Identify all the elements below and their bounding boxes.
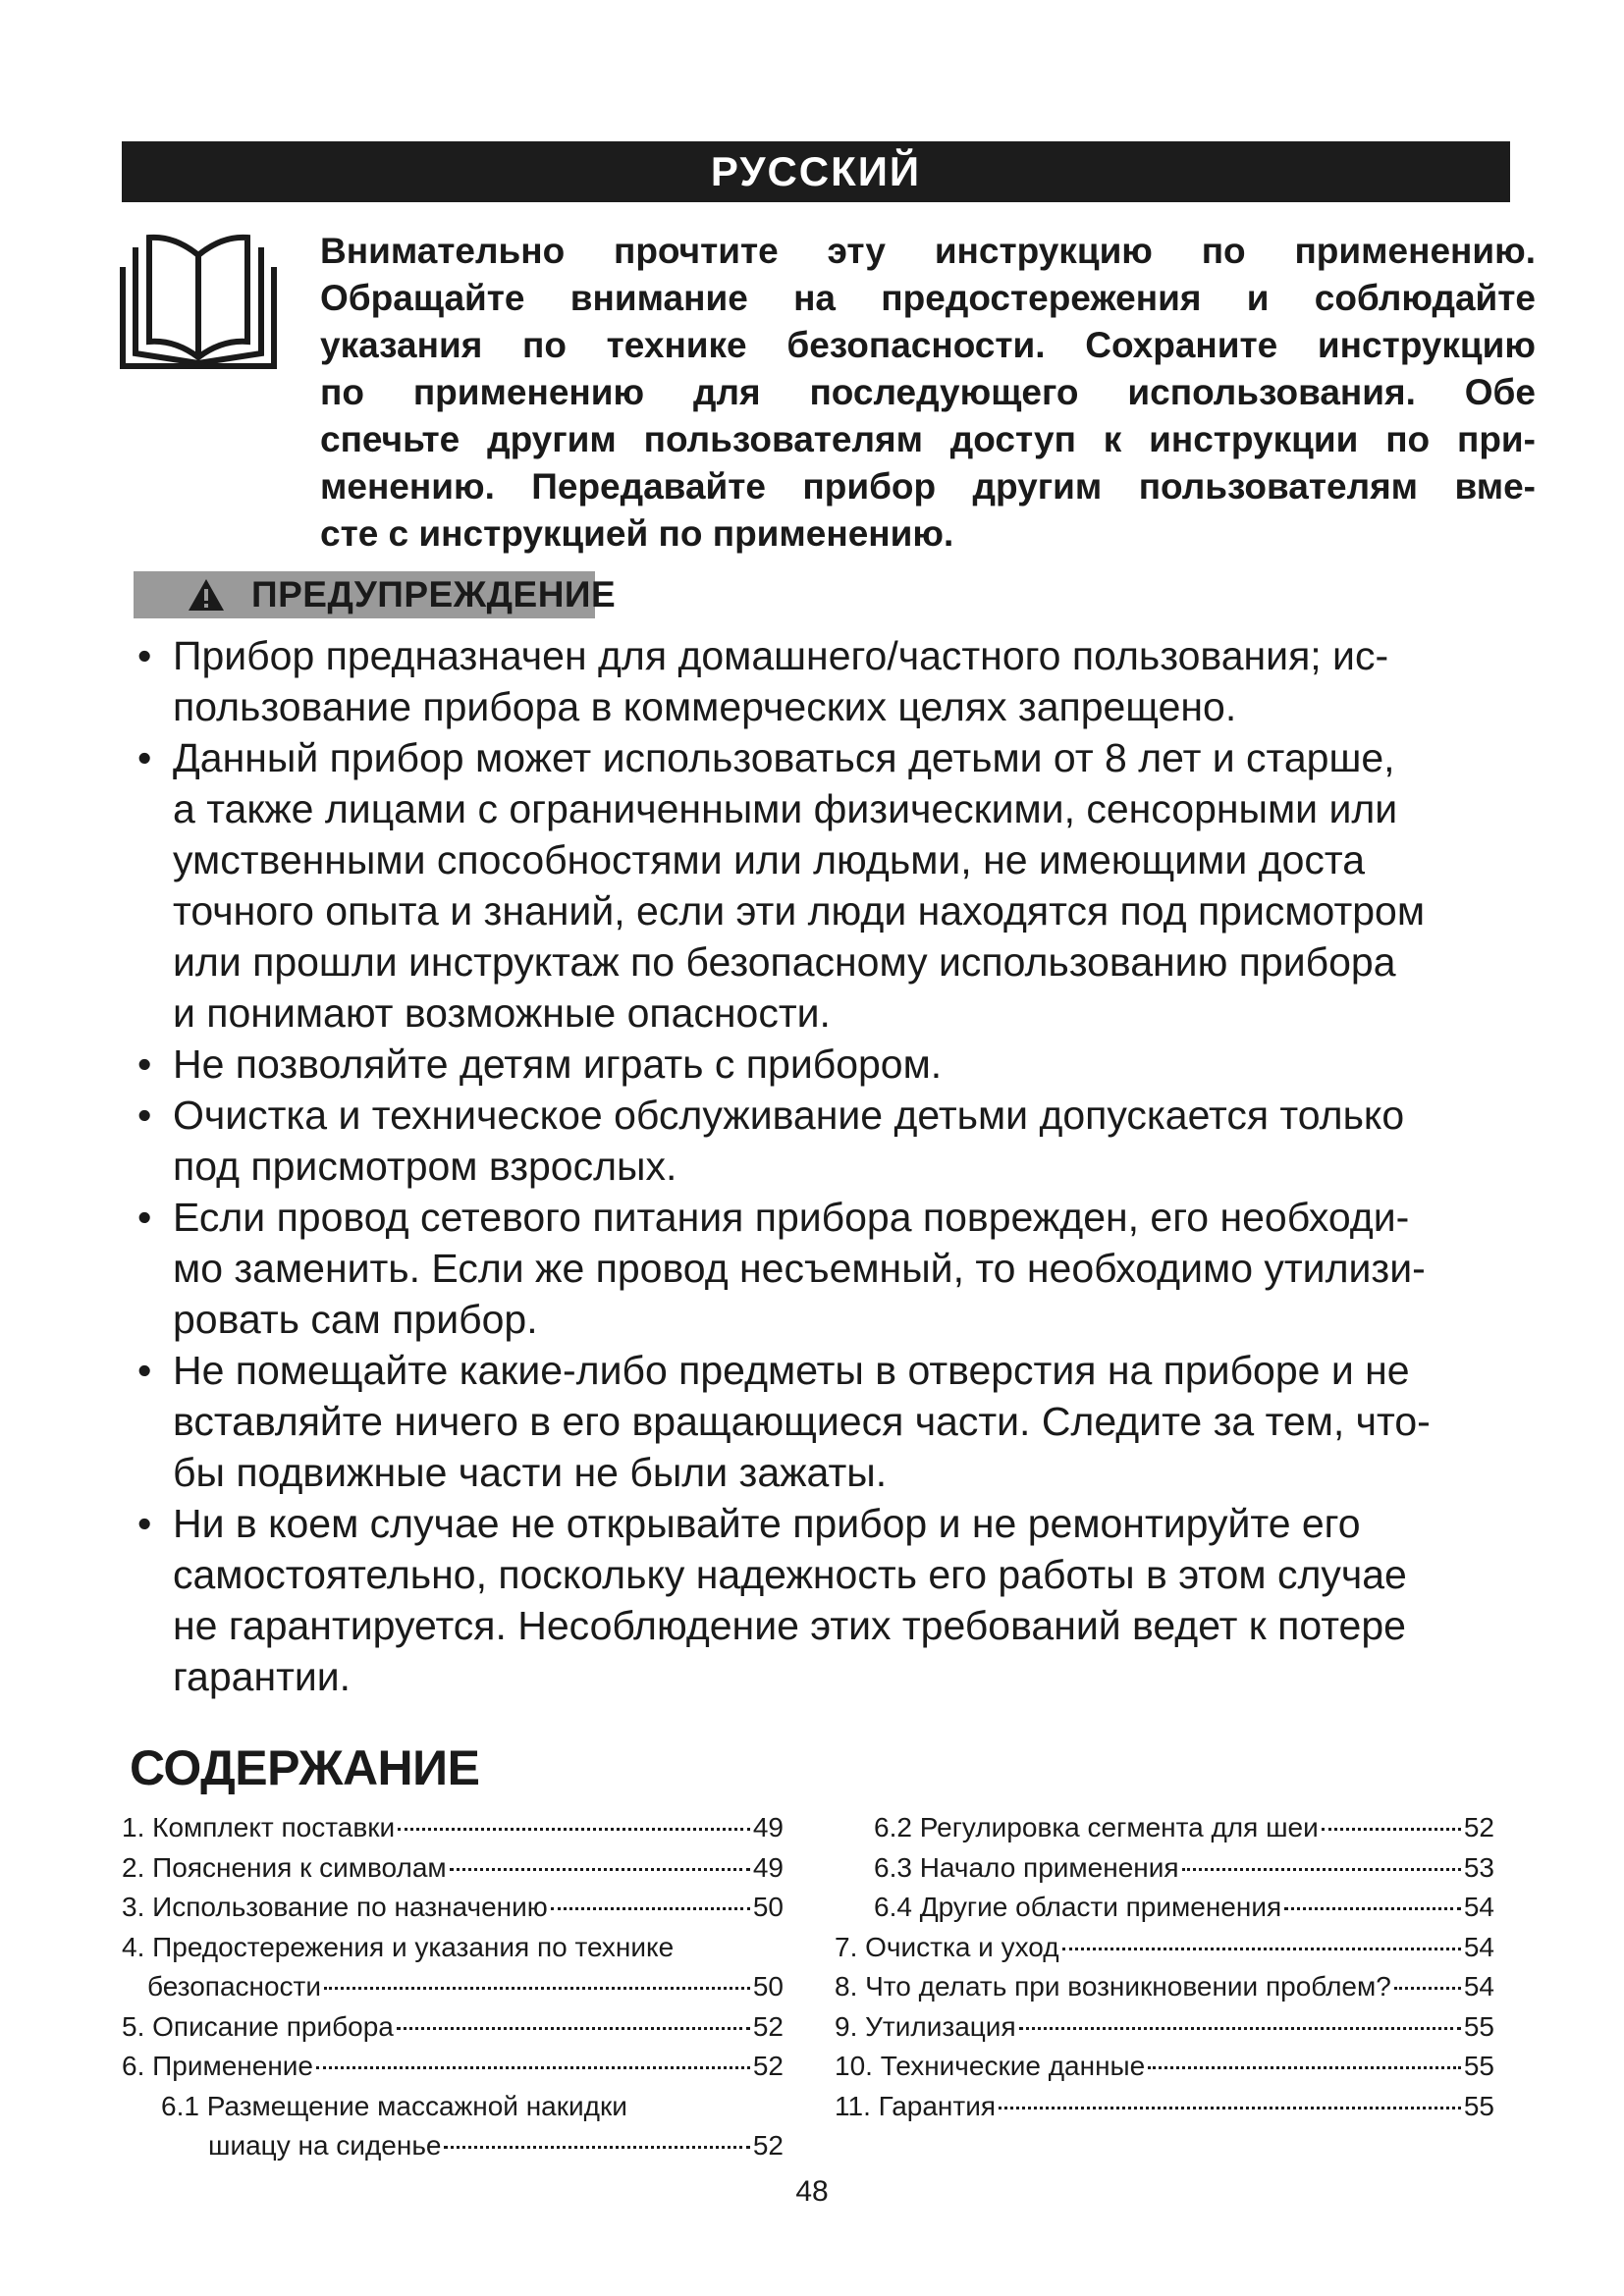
- toc-entry-label: шиацу на сиденье: [208, 2130, 442, 2161]
- toc-entry-page: 54: [1463, 1931, 1494, 1962]
- toc-entry-label: 6.4 Другие области применения: [874, 1892, 1282, 1922]
- warning-item-line: Данный прибор может использоваться детьми от 8 лет и старше,: [173, 735, 1395, 780]
- toc-entry[interactable]: [835, 1967, 1494, 2007]
- toc-entry-label: безопасности: [147, 1971, 322, 2002]
- warning-item: [137, 1345, 1551, 1498]
- intro-line: указания по технике безопасности. Сохраните инструкцию: [320, 325, 1536, 365]
- toc-leader-dots: [1062, 1948, 1461, 1950]
- toc-leader-dots: [324, 1987, 750, 1990]
- intro-line: менению. Передавайте прибор другим пользователям вме-: [320, 466, 1536, 507]
- toc-entry-label: 9. Утилизация: [835, 2010, 1016, 2042]
- toc-entry[interactable]: [122, 1848, 784, 1889]
- warning-item: [137, 630, 1551, 732]
- toc-entry[interactable]: [122, 1888, 784, 1928]
- bullet-icon: •: [137, 1348, 152, 1393]
- toc-entry-label: 1. Комплект поставки: [122, 1812, 396, 1842]
- toc-entry-page: 55: [1463, 2010, 1494, 2042]
- warning-item-line: Прибор предназначен для домашнего/частного пользования; ис-: [173, 633, 1389, 678]
- warning-heading: [187, 571, 616, 618]
- toc-leader-dots: [551, 1907, 750, 1910]
- toc-entry-page: 49: [752, 1812, 784, 1842]
- bullet-icon: •: [137, 1195, 152, 1240]
- toc-entry[interactable]: [122, 1928, 784, 1968]
- intro-notice: [320, 228, 1536, 558]
- warning-item-line: Не помещайте какие-либо предметы в отверстия на приборе и не: [173, 1348, 1410, 1393]
- warning-item-line: Ни в коем случае не открывайте прибор и не ремонтируйте его: [173, 1501, 1361, 1546]
- warning-triangle-icon: [187, 577, 226, 613]
- warning-item-line: или прошли инструктаж по безопасному использованию прибора: [173, 939, 1396, 985]
- book-icon: [120, 234, 277, 369]
- toc-leader-dots: [1148, 2066, 1461, 2069]
- language-title: РУССКИЙ: [710, 148, 922, 194]
- toc-entry-label: 6. Применение: [122, 2051, 314, 2081]
- warning-item-line: ровать сам прибор.: [173, 1297, 538, 1342]
- toc-entry-page: 52: [752, 2051, 784, 2081]
- toc-entry[interactable]: [122, 2007, 784, 2048]
- toc-entry-page: 52: [752, 2130, 784, 2161]
- language-header: [122, 141, 1510, 202]
- warning-item-line: Не позволяйте детям играть с прибором.: [173, 1041, 943, 1087]
- toc-entry-label: 6.1 Размещение массажной накидки: [161, 2090, 627, 2121]
- toc-entry[interactable]: [835, 2087, 1494, 2127]
- toc-leader-dots: [999, 2107, 1461, 2109]
- toc-entry[interactable]: [835, 1848, 1494, 1889]
- toc-entry-label: 3. Использование по назначению: [122, 1892, 548, 1922]
- warning-item: [137, 1090, 1551, 1192]
- bullet-icon: •: [137, 735, 152, 780]
- toc-entry[interactable]: [122, 1808, 784, 1848]
- bullet-icon: •: [137, 633, 152, 678]
- toc-entry-page: 55: [1463, 2090, 1494, 2121]
- intro-line: спечьте другим пользователям доступ к инструкции по при-: [320, 419, 1536, 459]
- toc-right-column: [835, 1808, 1494, 2126]
- toc-entry[interactable]: [122, 1967, 784, 2007]
- warning-item-line: гарантии.: [173, 1654, 352, 1699]
- toc-entry[interactable]: [835, 1888, 1494, 1928]
- toc-entry-label: 6.2 Регулировка сегмента для шеи: [874, 1812, 1319, 1842]
- intro-line: Обращайте внимание на предостережения и соблюдайте: [320, 278, 1536, 318]
- warning-item: [137, 1498, 1551, 1702]
- toc-entry[interactable]: [835, 2047, 1494, 2087]
- warning-item-line: бы подвижные части не были зажаты.: [173, 1450, 888, 1495]
- warning-item-line: точного опыта и знаний, если эти люди находятся под присмотром: [173, 888, 1426, 934]
- warning-item-line: Очистка и техническое обслуживание детьми допускается только: [173, 1093, 1405, 1138]
- toc-title: СОДЕРЖАНИЕ: [130, 1740, 480, 1795]
- toc-entry-page: 52: [1463, 1812, 1494, 1842]
- toc-left-column: [122, 1808, 784, 2166]
- warning-item-line: самостоятельно, поскольку надежность его работы в этом случае: [173, 1552, 1407, 1597]
- toc-entry-page: 50: [752, 1971, 784, 2002]
- toc-entry[interactable]: [835, 2007, 1494, 2048]
- toc-entry-page: 52: [752, 2010, 784, 2042]
- toc-entry[interactable]: [122, 2087, 784, 2127]
- toc-entry-page: 49: [752, 1851, 784, 1883]
- warning-item: [137, 1039, 1551, 1090]
- toc-leader-dots: [397, 2027, 750, 2030]
- warning-item: [137, 732, 1551, 1039]
- toc-entry-label: 10. Технические данные: [835, 2051, 1146, 2081]
- warning-item-line: умственными способностями или людьми, не имеющими доста: [173, 837, 1366, 882]
- warning-item-line: не гарантируется. Несоблюдение этих требований ведет к потере: [173, 1603, 1406, 1648]
- toc-leader-dots: [316, 2066, 750, 2069]
- warning-item-line: а также лицами с ограниченными физическими, сенсорными или: [173, 786, 1398, 831]
- toc-leader-dots: [444, 2146, 749, 2149]
- toc-entry-label: 8. Что делать при возникновении проблем?: [835, 1971, 1391, 2002]
- warning-item-line: мо заменить. Если же провод несъемный, то необходимо утилизи-: [173, 1246, 1426, 1291]
- toc-entry[interactable]: [835, 1928, 1494, 1968]
- bullet-icon: •: [137, 1501, 152, 1546]
- toc-entry-label: 2. Пояснения к символам: [122, 1851, 447, 1883]
- toc-entry[interactable]: [835, 1808, 1494, 1848]
- page-number: 48: [795, 2175, 829, 2208]
- intro-line: Внимательно прочтите эту инструкцию по применению.: [320, 231, 1536, 271]
- toc-leader-dots: [1019, 2027, 1461, 2030]
- bullet-icon: •: [137, 1041, 152, 1087]
- toc-entry[interactable]: [122, 2047, 784, 2087]
- warning-title: ПРЕДУПРЕЖДЕНИЕ: [251, 574, 617, 614]
- toc-entry-label: 11. Гарантия: [835, 2090, 997, 2121]
- toc-entry[interactable]: [122, 2126, 784, 2166]
- toc-leader-dots: [1284, 1907, 1461, 1910]
- toc-entry-page: 54: [1463, 1971, 1494, 2002]
- warning-item-line: вставляйте ничего в его вращающиеся части. Следите за тем, что-: [173, 1399, 1431, 1444]
- warning-item-line: и понимают возможные опасности.: [173, 990, 831, 1036]
- toc-entry-label: 4. Предостережения и указания по технике: [122, 1931, 675, 1962]
- toc-leader-dots: [450, 1868, 750, 1871]
- toc-entry-page: 53: [1463, 1851, 1494, 1883]
- toc-leader-dots: [398, 1828, 750, 1831]
- toc-leader-dots: [1394, 1987, 1461, 1990]
- bullet-icon: •: [137, 1093, 152, 1138]
- intro-line: сте с инструкцией по применению.: [320, 513, 954, 554]
- toc-entry-label: 6.3 Начало применения: [874, 1851, 1179, 1883]
- warning-item: [137, 1192, 1551, 1345]
- warning-item-line: под присмотром взрослых.: [173, 1144, 677, 1189]
- toc-entry-label: 5. Описание прибора: [122, 2010, 394, 2042]
- toc-leader-dots: [1322, 1828, 1461, 1831]
- toc-entry-page: 50: [752, 1892, 784, 1922]
- warning-list: [137, 630, 1551, 1702]
- intro-line: по применению для последующего использования. Обе: [320, 372, 1536, 412]
- toc-entry-page: 55: [1463, 2051, 1494, 2081]
- warning-item-line: пользование прибора в коммерческих целях запрещено.: [173, 684, 1237, 729]
- toc-entry-page: 54: [1463, 1892, 1494, 1922]
- toc-leader-dots: [1182, 1868, 1461, 1871]
- warning-item-line: Если провод сетевого питания прибора поврежден, его необходи-: [173, 1195, 1410, 1240]
- toc-entry-label: 7. Очистка и уход: [835, 1931, 1059, 1962]
